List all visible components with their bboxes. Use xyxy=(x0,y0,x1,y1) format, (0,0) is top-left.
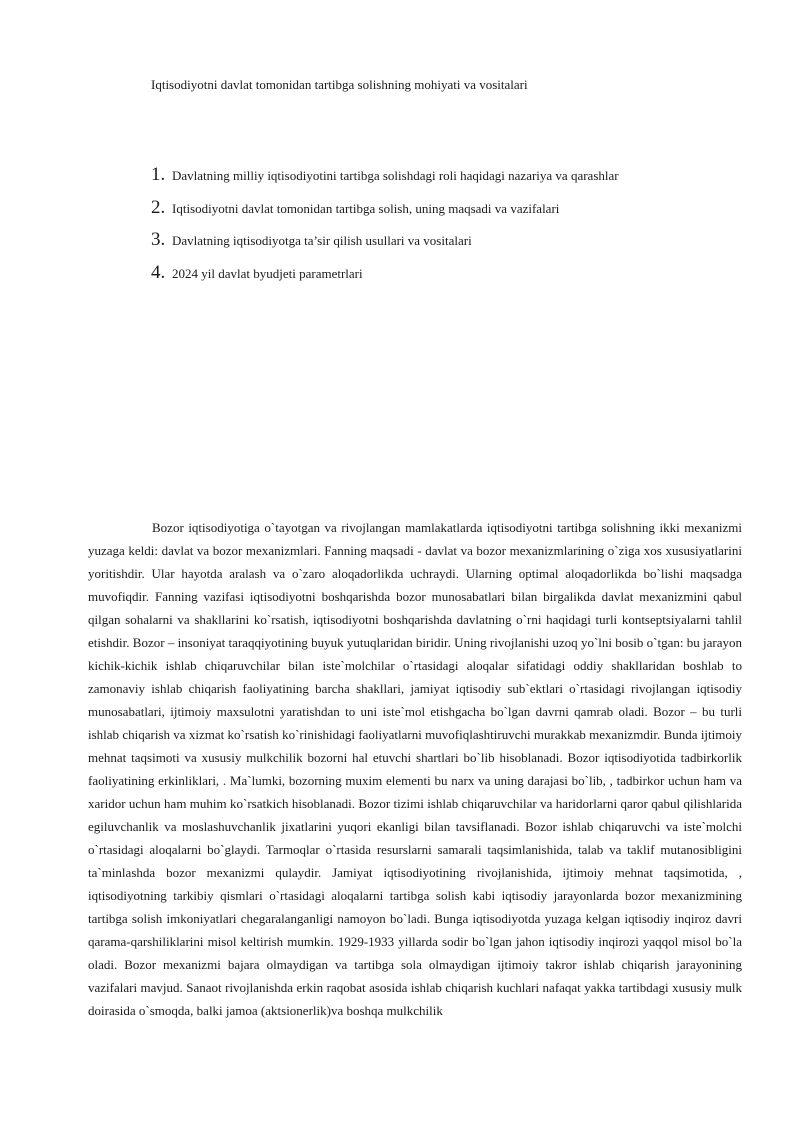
outline-item xyxy=(151,262,619,295)
outline-item-number: 1. xyxy=(151,164,166,185)
outline-item-number: 2. xyxy=(151,196,166,218)
outline-item-number: 3. xyxy=(151,229,166,251)
body-paragraph: Bozor iqtisodiyotiga o`tayotgan va rivojlangan mamlakatlarda iqtisodiyotni tartibga solishning ikki mexanizmi yuzaga keldi: davlat va bozor mexanizmlari. Fanning maqsadi - davlat va bozor mexanizmlarining o`ziga xos xususiyatlarini yoritishdir. Ular hayotda aralash va o`zaro aloqadorlikda uchraydi. Ularning optimal aloqadorlikda bo`lishi maqsadga muvofiqdir. Fanning vazifasi iqtisodiyotni boshqarishda bozor munosabatlari bilan birgalikda davlat mexanizmini qabul qilgan sohalarni va shakllarini ko`rsatish, iqtisodiyotni boshqarishda davlatning o`rni haqidagi turli kontseptsiyalarni tahlil etishdir. Bozor – insoniyat taraqqiyotining buyuk yutuqlaridan biridir. Uning rivojlanishi uzoq yo`lni bosib o`tgan: bu jarayon kichik-kichik ishlab chiqaruvchilar bilan iste`molchilar o`rtasidagi aloqalar sifatidagi oddiy shakllaridan boshlab to zamonaviy ishlab chiqarish faoliyatining barcha shakllari, jamiyat iqtisodiy sub`ektlari o`rtasidagi rivojlangan iqtisodiy munosabatlari, ijtimoiy maxsulotni yaratishdan to uni iste`mol etishgacha bo`lgan davrni qamrab oladi. Bozor – bu turli ishlab chiqarish va xizmat ko`rsatish ko`rinishidagi faoliyatlarni muvofiqlashtiruvchi murakkab mexanizmdir. Bunda ijtimoiy mehnat taqsimoti va xususiy mulkchilik bozorni hal etuvchi shartlari bo`lib hisoblanadi. Bozor iqtisodiyotida tadbirkorlik faoliyatining erkinliklari, . Ma`lumki, bozorning muxim elementi bu narx va uning darajasi bo`lib, , tadbirkor uchun ham va xaridor uchun ham muhim ko`rsatkich hisoblanadi. Bozor tizimi ishlab chiqaruvchilar va haridorlarni qaror qabul qilishlarida egiluvchanlik va moslashuvchanlik jixatlarini yuqori ekanligi bilan tavsiflanadi. Bozor ishlab chiqaruvchi va iste`molchi o`rtasidagi aloqalarni bo`glaydi. Tarmoqlar o`rtasida resurslarni samarali taqsimlanishida, talab va taklif mutanosibligini ta`minlashda bozor mexanizmi qulaydir. Jamiyat iqtisodiyotining rivojlanishida, ijtimoiy mehnat taqsimotida, , iqtisodiyotning tarkibiy qismlari o`rtasidagi aloqalarni tartibga solish kabi iqtisodiy jarayonlarda bozor mexanizmining tartibga solish imkoniyatlari chegaralanganligi namoyon bo`ladi. Bunga iqtisodiyotda yuzaga kelgan iqtisodiy inqiroz davri qarama-qarshiliklarini misol keltirish mumkin. 1929-1933 yillarda sodir bo`lgan jahon iqtisodiy inqirozi yaqqol misol bo`la oladi. Bozor mexanizmi bajara olmaydigan va tartibga sola olmaydigan ijtimoiy takror ishlab chiqarish jarayonining vazifalari mavjud. Sanaot rivojlanishda erkin raqobat asosida ishlab chiqarish kuchlari nafaqat yakka tartibdagi xususiy mulk doirasida o`smoqda, balki jamoa (aktsionerlik)va boshqa mulkchilik xyxy=(88,520,742,1018)
outline-item xyxy=(151,197,619,230)
outline-item xyxy=(151,164,619,197)
topic-outline xyxy=(151,164,619,295)
outline-item-text: 2024 yil davlat byudjeti parametrlari xyxy=(172,266,363,282)
outline-item xyxy=(151,229,619,262)
outline-item-number: 4. xyxy=(151,262,166,284)
outline-item-text: Davlatning iqtisodiyotga ta’sir qilish usullari va vositalari xyxy=(172,233,472,249)
outline-item-text: Davlatning milliy iqtisodiyotini tartibga solishdagi roli haqidagi nazariya va qarashlar xyxy=(172,168,619,183)
outline-item-text: Iqtisodiyotni davlat tomonidan tartibga solish, uning maqsadi va vazifalari xyxy=(172,200,560,216)
document-title: Iqtisodiyotni davlat tomonidan tartibga solishning mohiyati va vositalari xyxy=(151,77,528,92)
